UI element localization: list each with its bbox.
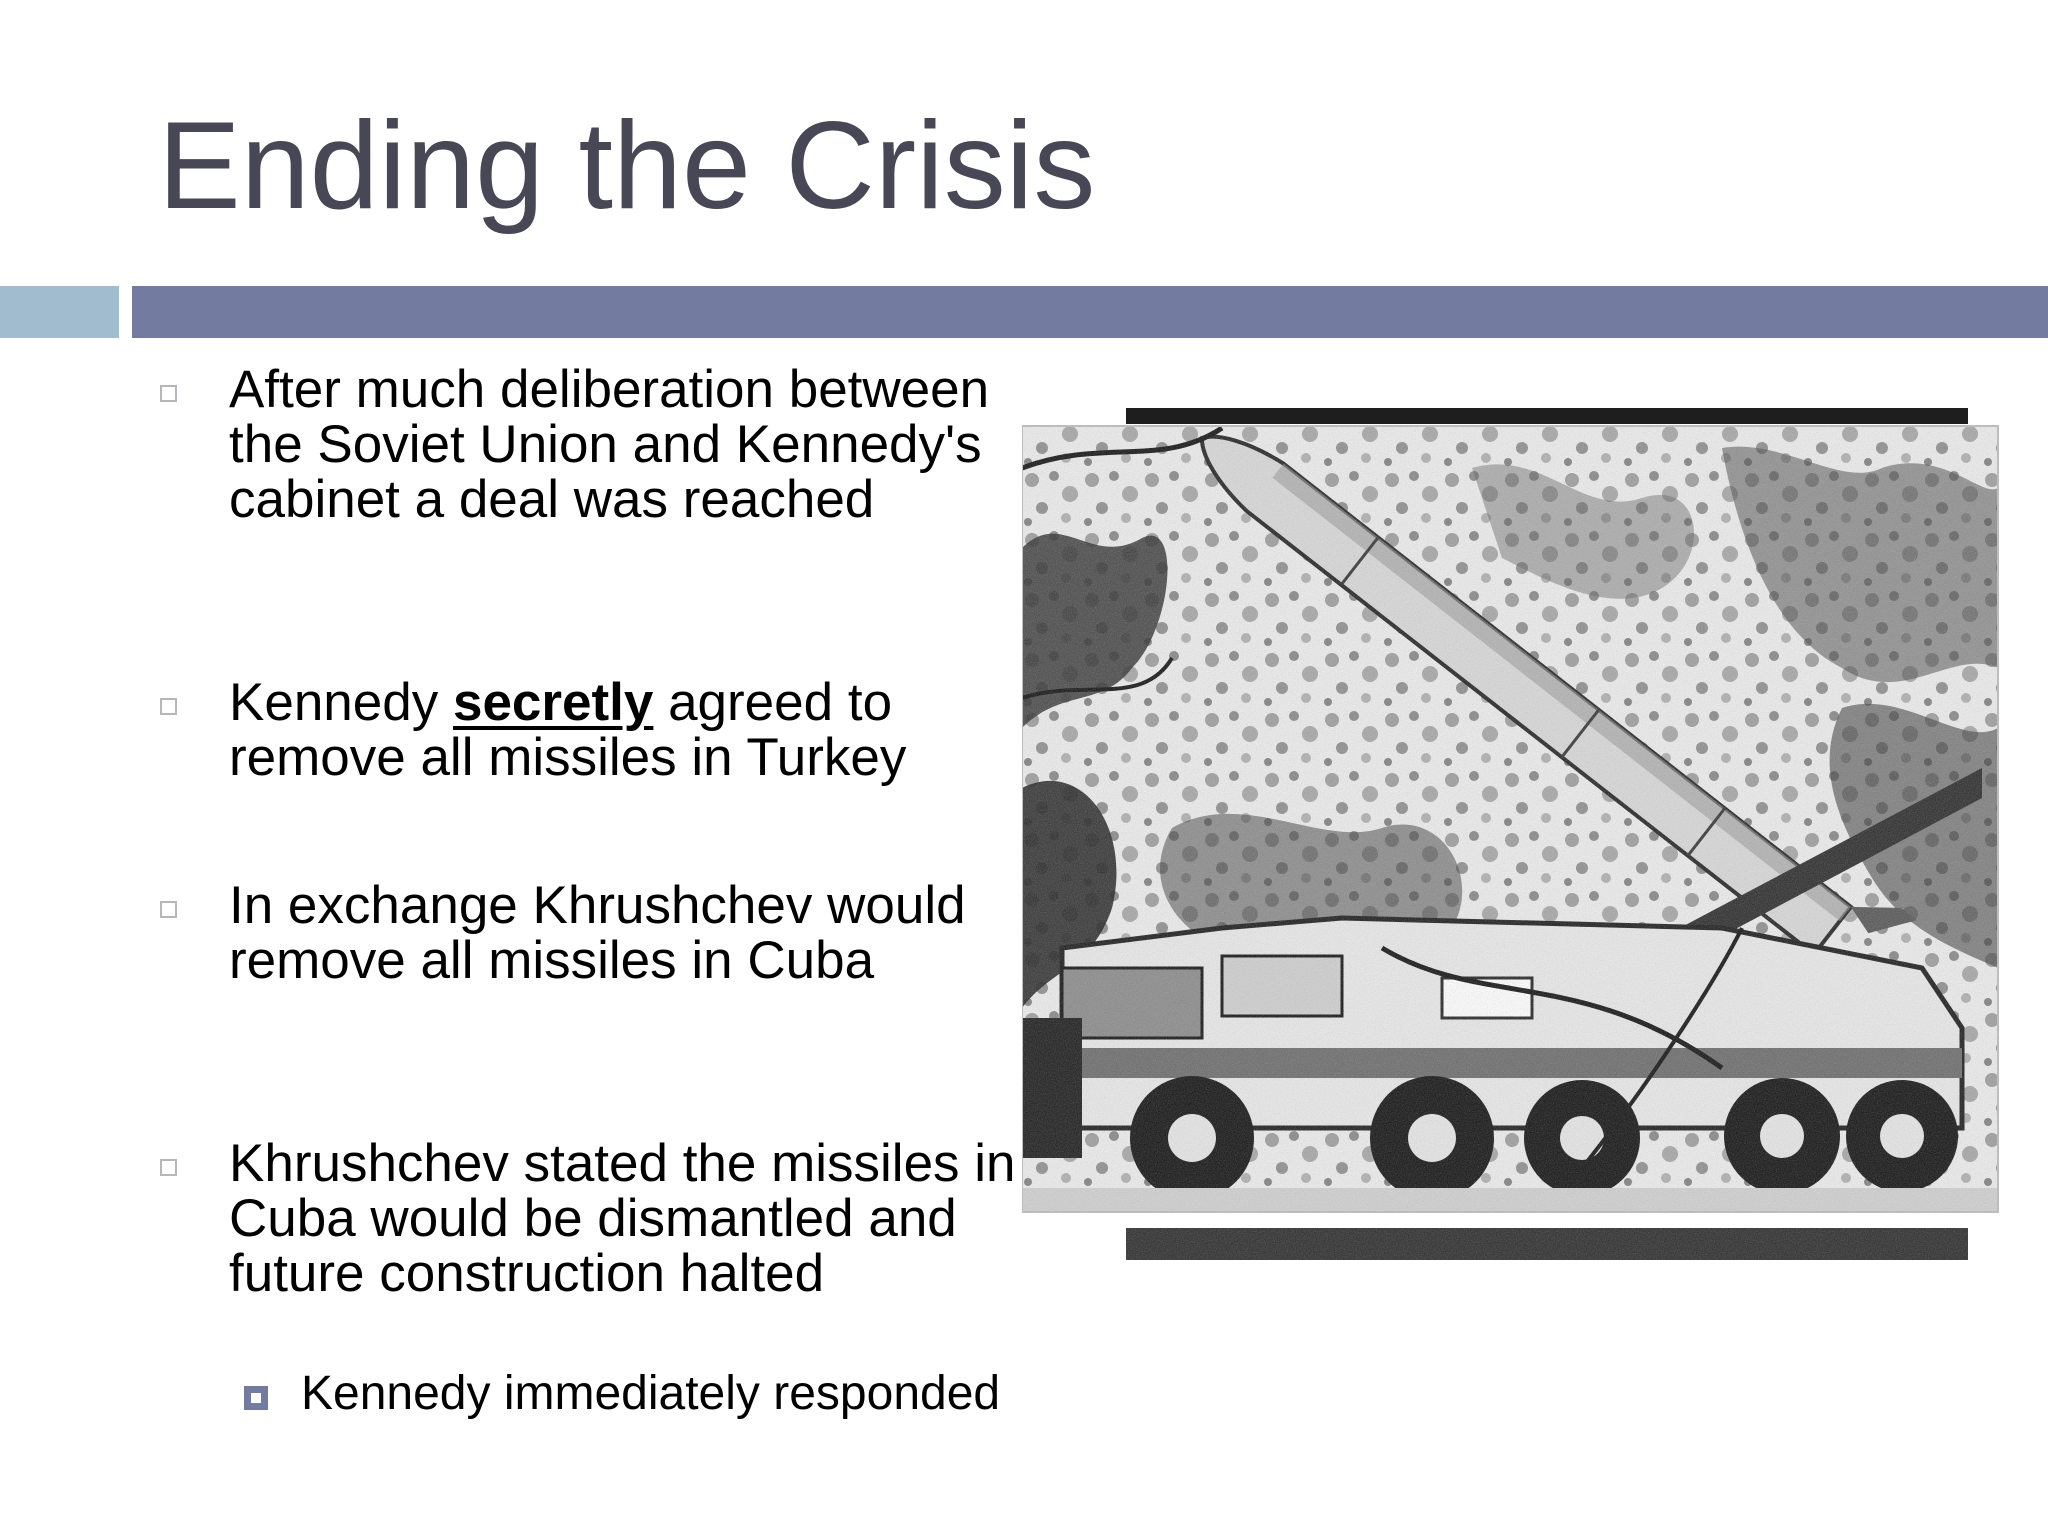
bullet-text-after: agreed to remove all missiles in Turkey (229, 673, 907, 787)
slide-title: Ending the Crisis (158, 97, 1096, 235)
square-bullet-icon (160, 698, 177, 715)
filled-square-bullet-icon (244, 1386, 268, 1410)
emphasis-secretly: secretly (452, 673, 654, 732)
missile-photo-illustration (1022, 408, 2002, 1263)
square-bullet-icon (160, 901, 177, 918)
square-bullet-icon (160, 385, 177, 402)
missile-photo (1022, 408, 2002, 1263)
bullet-text-before: Kennedy (229, 673, 453, 732)
sub-bullet-text: Kennedy immediately responded (301, 1367, 1001, 1420)
square-bullet-icon (160, 1159, 177, 1176)
bullet-text: After much deliberation between the Soviet Union and Kennedy's cabinet a deal was reached (229, 360, 990, 529)
title-divider-accent (0, 286, 119, 338)
bullet-text: Khrushchev stated the missiles in Cuba would be dismantled and future construction halted (229, 1134, 1016, 1303)
bullet-text (229, 675, 1029, 785)
title-divider-bar (132, 286, 2048, 338)
bullet-text: In exchange Khrushchev would remove all missiles in Cuba (229, 876, 966, 990)
